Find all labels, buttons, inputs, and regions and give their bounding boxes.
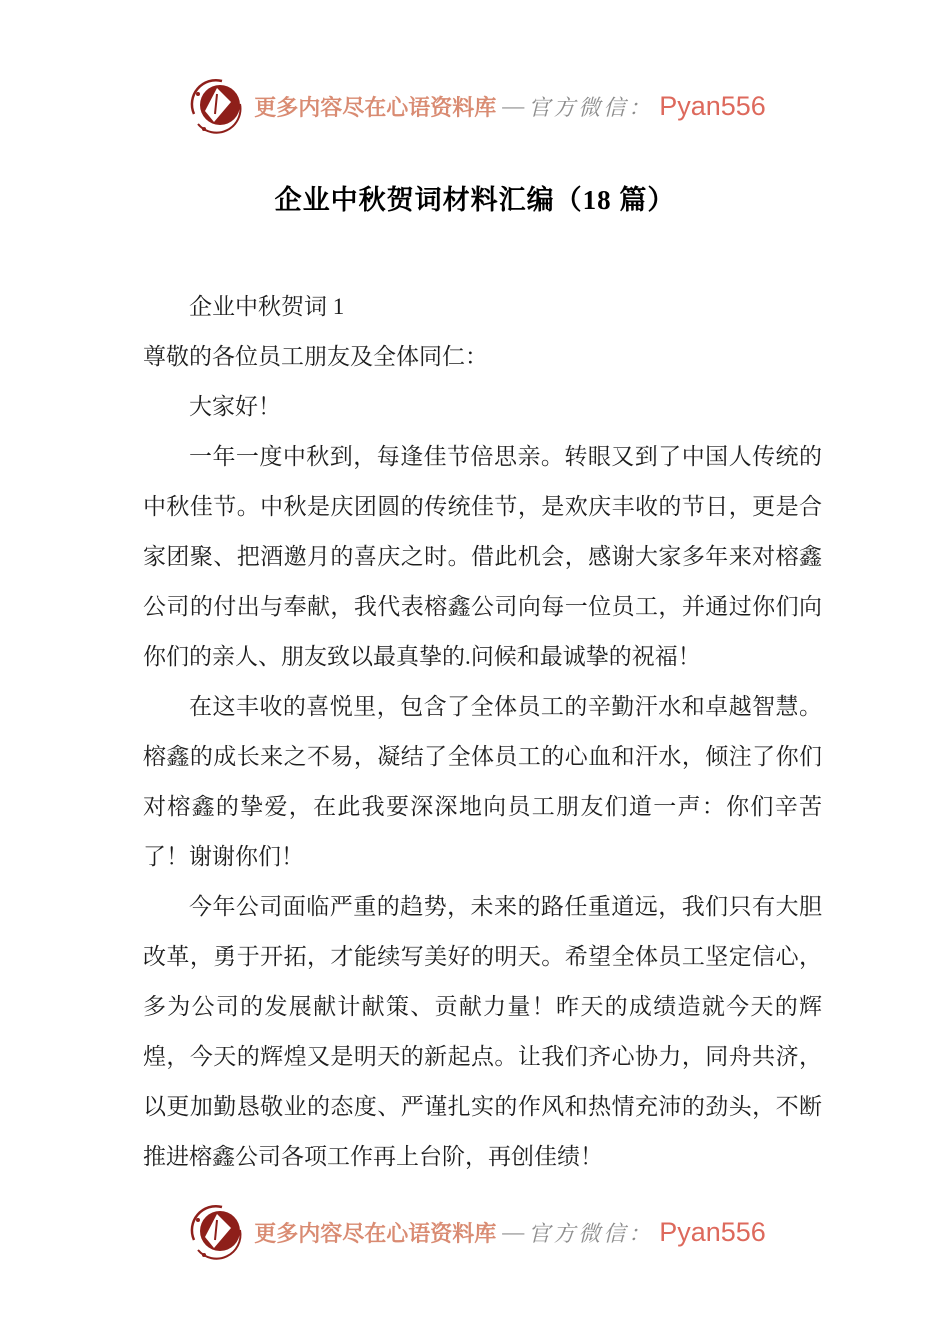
paragraph: 在这丰收的喜悦里，包含了全体员工的辛勤汗水和卓越智慧。榕鑫的成长来之不易，凝结了全体员工的心血和汗水，倾注了你们对榕鑫的挚爱，在此我要深深地向员工朋友们道一声：你们辛苦了！谢谢你们！ [143,694,822,869]
watermark-dash: — [502,1219,523,1244]
watermark-dash: — [502,93,523,118]
document-body [143,282,822,1182]
document-title: 企业中秋贺词材料汇编（18 篇） [274,185,676,215]
header-watermark [0,0,950,138]
watermark-wechat-id: Pyan556 [659,90,766,121]
paragraph: 一年一度中秋到，每逢佳节倍思亲。转眼又到了中国人传统的中秋佳节。中秋是庆团圆的传统佳节，是欢庆丰收的节日，更是合家团聚、把酒邀月的喜庆之时。借此机会，感谢大家多年来对榕鑫公司的付出与奉献，我代表榕鑫公司向每一位员工，并通过你们向你们的亲人、朋友致以最真挚的.问候和最诚挚的祝福！ [143,444,822,669]
watermark-brand-text: 更多内容尽在心语资料库 [254,94,497,120]
salutation-line: 尊敬的各位员工朋友及全体同仁： [143,344,488,369]
pen-swirl-logo-icon [184,1200,248,1264]
paragraph: 今年公司面临严重的趋势，未来的路任重道远，我们只有大胆改革，勇于开拓，才能续写美好的明天。希望全体员工坚定信心，多为公司的发展献计献策、贡献力量！昨天的成绩造就今天的辉煌，今天的辉煌又是明天的新起点。让我们齐心协力，同舟共济，以更加勤恳敬业的态度、严谨扎实的作风和热情充沛的劲头，不断推进榕鑫公司各项工作再上台阶，再创佳绩！ [143,894,822,1169]
greeting-line: 大家好！ [189,394,281,419]
section-heading: 企业中秋贺词 1 [189,294,345,319]
pen-swirl-logo-icon [184,74,248,138]
watermark-wechat-id: Pyan556 [659,1216,766,1247]
watermark-brand-text: 更多内容尽在心语资料库 [254,1220,497,1246]
watermark-wechat-label: 官方微信： [528,94,654,120]
footer-watermark [0,1200,950,1264]
watermark-wechat-label: 官方微信： [528,1220,654,1246]
